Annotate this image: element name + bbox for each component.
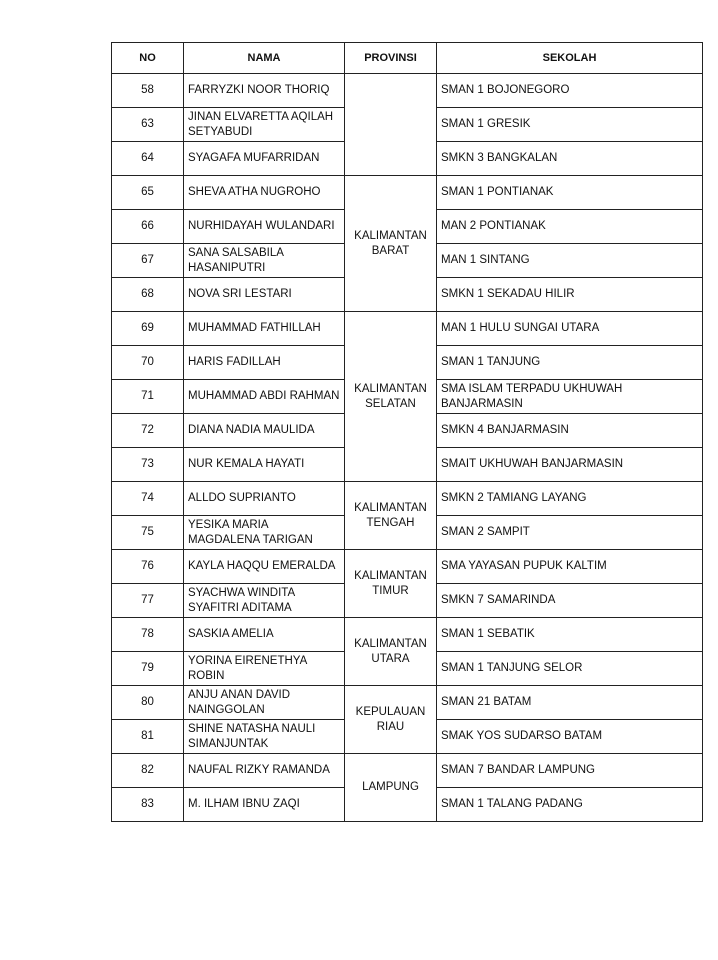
cell-nama: NOVA SRI LESTARI — [184, 278, 345, 312]
cell-sekolah: SMAN 21 BATAM — [437, 686, 703, 720]
cell-no: 75 — [112, 516, 184, 550]
participant-table — [111, 42, 703, 822]
cell-provinsi — [345, 74, 437, 176]
cell-nama: KAYLA HAQQU EMERALDA — [184, 550, 345, 584]
cell-sekolah: MAN 2 PONTIANAK — [437, 210, 703, 244]
cell-nama: NUR KEMALA HAYATI — [184, 448, 345, 482]
table-row — [112, 550, 703, 584]
cell-no: 76 — [112, 550, 184, 584]
cell-nama: SASKIA AMELIA — [184, 618, 345, 652]
cell-nama: YORINA EIRENETHYA ROBIN — [184, 652, 345, 686]
cell-no: 67 — [112, 244, 184, 278]
header-provinsi: PROVINSI — [345, 43, 437, 74]
cell-provinsi — [345, 618, 437, 686]
cell-no: 65 — [112, 176, 184, 210]
cell-nama: MUHAMMAD FATHILLAH — [184, 312, 345, 346]
cell-sekolah: SMAN 1 TALANG PADANG — [437, 788, 703, 822]
cell-no: 77 — [112, 584, 184, 618]
header-sekolah: SEKOLAH — [437, 43, 703, 74]
cell-provinsi — [345, 754, 437, 822]
cell-no: 66 — [112, 210, 184, 244]
cell-no: 58 — [112, 74, 184, 108]
provinsi-label: KALIMANTAN TENGAH — [354, 501, 427, 529]
cell-sekolah: SMAN 1 TANJUNG — [437, 346, 703, 380]
cell-nama: HARIS FADILLAH — [184, 346, 345, 380]
provinsi-label: KALIMANTAN UTARA — [354, 637, 427, 665]
table-row — [112, 176, 703, 210]
cell-nama: SYAGAFA MUFARRIDAN — [184, 142, 345, 176]
cell-provinsi — [345, 176, 437, 312]
cell-no: 82 — [112, 754, 184, 788]
cell-provinsi — [345, 550, 437, 618]
cell-sekolah: SMAN 1 BOJONEGORO — [437, 74, 703, 108]
provinsi-label: KEPULAUAN RIAU — [355, 705, 426, 733]
table-row — [112, 74, 703, 108]
cell-sekolah: SMAIT UKHUWAH BANJARMASIN — [437, 448, 703, 482]
cell-no: 69 — [112, 312, 184, 346]
provinsi-label: LAMPUNG — [362, 781, 419, 793]
cell-nama: M. ILHAM IBNU ZAQI — [184, 788, 345, 822]
cell-nama: YESIKA MARIA MAGDALENA TARIGAN — [184, 516, 345, 550]
table-row — [112, 686, 703, 720]
cell-sekolah: SMKN 2 TAMIANG LAYANG — [437, 482, 703, 516]
header-row — [112, 43, 703, 74]
cell-nama: JINAN ELVARETTA AQILAH SETYABUDI — [184, 108, 345, 142]
cell-sekolah: SMAN 1 SEBATIK — [437, 618, 703, 652]
header-nama: NAMA — [184, 43, 345, 74]
cell-sekolah: MAN 1 SINTANG — [437, 244, 703, 278]
cell-nama: ANJU ANAN DAVID NAINGGOLAN — [184, 686, 345, 720]
cell-sekolah: SMA ISLAM TERPADU UKHUWAH BANJARMASIN — [437, 380, 703, 414]
cell-sekolah: MAN 1 HULU SUNGAI UTARA — [437, 312, 703, 346]
cell-provinsi — [345, 312, 437, 482]
cell-nama: SHEVA ATHA NUGROHO — [184, 176, 345, 210]
cell-sekolah: SMAN 1 TANJUNG SELOR — [437, 652, 703, 686]
cell-nama: SHINE NATASHA NAULI SIMANJUNTAK — [184, 720, 345, 754]
cell-no: 78 — [112, 618, 184, 652]
cell-nama: SYACHWA WINDITA SYAFITRI ADITAMA — [184, 584, 345, 618]
cell-nama: SANA SALSABILA HASANIPUTRI — [184, 244, 345, 278]
cell-provinsi — [345, 482, 437, 550]
provinsi-label: KALIMANTAN SELATAN — [354, 382, 427, 410]
header-no: NO — [112, 43, 184, 74]
cell-no: 80 — [112, 686, 184, 720]
cell-no: 71 — [112, 380, 184, 414]
table-row — [112, 754, 703, 788]
cell-sekolah: SMKN 1 SEKADAU HILIR — [437, 278, 703, 312]
cell-no: 81 — [112, 720, 184, 754]
cell-sekolah: SMKN 3 BANGKALAN — [437, 142, 703, 176]
cell-sekolah: SMAN 2 SAMPIT — [437, 516, 703, 550]
cell-sekolah: SMAK YOS SUDARSO BATAM — [437, 720, 703, 754]
cell-provinsi — [345, 686, 437, 754]
cell-sekolah: SMKN 4 BANJARMASIN — [437, 414, 703, 448]
cell-sekolah: SMAN 1 GRESIK — [437, 108, 703, 142]
cell-nama: MUHAMMAD ABDI RAHMAN — [184, 380, 345, 414]
cell-no: 73 — [112, 448, 184, 482]
table-row — [112, 618, 703, 652]
provinsi-label: KALIMANTAN BARAT — [354, 229, 427, 257]
cell-sekolah: SMAN 7 BANDAR LAMPUNG — [437, 754, 703, 788]
table-row — [112, 482, 703, 516]
cell-no: 74 — [112, 482, 184, 516]
cell-no: 70 — [112, 346, 184, 380]
cell-sekolah: SMAN 1 PONTIANAK — [437, 176, 703, 210]
cell-nama: NURHIDAYAH WULANDARI — [184, 210, 345, 244]
table-row — [112, 312, 703, 346]
cell-nama: FARRYZKI NOOR THORIQ — [184, 74, 345, 108]
cell-no: 64 — [112, 142, 184, 176]
cell-nama: ALLDO SUPRIANTO — [184, 482, 345, 516]
cell-nama: NAUFAL RIZKY RAMANDA — [184, 754, 345, 788]
table-header — [112, 43, 703, 74]
cell-sekolah: SMKN 7 SAMARINDA — [437, 584, 703, 618]
provinsi-label: KALIMANTAN TIMUR — [354, 569, 427, 597]
cell-nama: DIANA NADIA MAULIDA — [184, 414, 345, 448]
cell-no: 72 — [112, 414, 184, 448]
table-body — [112, 74, 703, 822]
cell-no: 68 — [112, 278, 184, 312]
cell-sekolah: SMA YAYASAN PUPUK KALTIM — [437, 550, 703, 584]
cell-no: 79 — [112, 652, 184, 686]
cell-no: 63 — [112, 108, 184, 142]
cell-no: 83 — [112, 788, 184, 822]
